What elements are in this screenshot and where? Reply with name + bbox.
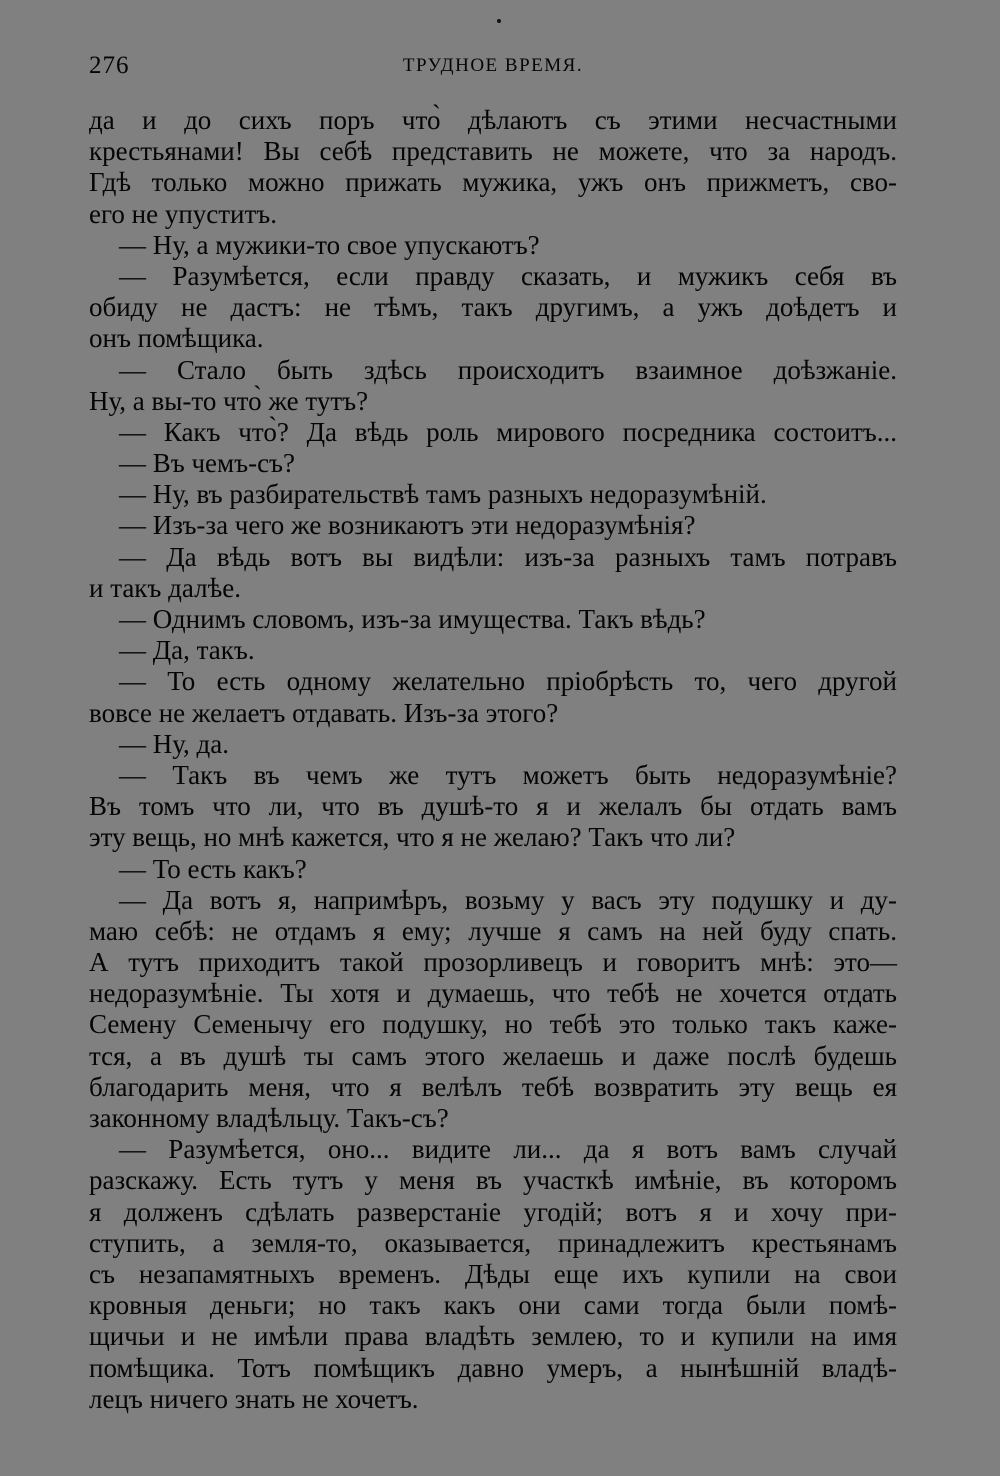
text-line: крестьянами! Вы себѣ представить не можете, что за народъ. xyxy=(89,136,897,167)
text-line: обиду не дастъ: не тѣмъ, такъ другимъ, а ужъ доѣдетъ и xyxy=(89,292,897,323)
text-line: щичьи и не имѣли права владѣть землею, то и купили на имя xyxy=(89,1321,897,1352)
text-line: вовсе не желаетъ отдавать. Изъ-за этого? xyxy=(89,697,559,728)
text-line: его не упуститъ. xyxy=(89,198,278,229)
text-line: — Ну, а мужики-то свое упускаютъ? xyxy=(119,229,540,260)
text-line: эту вещь, но мнѣ кажется, что я не желаю? Такъ что ли? xyxy=(89,822,736,853)
text-line: недоразумѣніе. Ты хотя и думаешь, что тебѣ не хочется отдать xyxy=(89,978,897,1009)
page-header xyxy=(89,52,897,88)
text-line: — Однимъ словомъ, изъ-за имущества. Такъ вѣдь? xyxy=(119,604,706,634)
text-line: — Въ чемъ-съ? xyxy=(119,448,296,479)
text-line: — Да, такъ. xyxy=(119,635,255,666)
text-line: — То есть какъ? xyxy=(119,853,307,884)
text-line: онъ помѣщика. xyxy=(89,323,264,354)
running-title: ТРУДНОЕ ВРЕМЯ. xyxy=(402,55,584,76)
page-number: 276 xyxy=(89,52,130,79)
text-line: — Разумѣется, оно... видите ли... да я вотъ вамъ случай xyxy=(119,1134,897,1165)
text-line: А тутъ приходитъ такой прозорливецъ и говоритъ мнѣ: это— xyxy=(89,947,897,978)
text-line: помѣщика. Тотъ помѣщикъ давно умеръ, а нынѣшній владѣ- xyxy=(89,1352,897,1383)
text-line: Гдѣ только можно прижать мужика, ужъ онъ прижметъ, сво- xyxy=(89,167,897,198)
text-line: — Какъ что̀? Да вѣдь роль мирового посредника состоитъ... xyxy=(119,416,897,447)
text-line: благодарить меня, что я велѣлъ тебѣ возвратить эту вещь ея xyxy=(89,1071,897,1102)
text-line: да и до сихъ поръ что̀ дѣлаютъ съ этими несчастными xyxy=(89,105,897,135)
text-line: Ну, а вы-то что̀ же тутъ? xyxy=(89,385,369,416)
text-line: — То есть одному желательно пріобрѣсть то, чего другой xyxy=(119,666,897,697)
text-line: Въ томъ что ли, что въ душѣ-то я и желалъ бы отдать вамъ xyxy=(89,791,897,822)
text-line: — Изъ-за чего же возникаютъ эти недоразумѣнія? xyxy=(119,510,696,541)
text-line: законному владѣльцу. Такъ-съ? xyxy=(89,1103,449,1133)
text-line: — Такъ въ чемъ же тутъ можетъ быть недоразумѣніе? xyxy=(119,759,897,790)
text-line: я долженъ сдѣлать разверстаніе угодій; вотъ я и хочу при- xyxy=(89,1196,897,1227)
text-line: тся, а въ душѣ ты самъ этого желаешь и даже послѣ будешь xyxy=(89,1040,897,1071)
text-line: маю себѣ: не отдамъ я ему; лучше я самъ на ней буду спать. xyxy=(89,915,897,946)
text-line: — Да вѣдь вотъ вы видѣли: изъ-за разныхъ тамъ потравъ xyxy=(119,541,897,572)
body-text xyxy=(89,105,897,1415)
print-speck xyxy=(497,19,501,23)
text-line: разскажу. Есть тутъ у меня въ участкѣ имѣніе, въ которомъ xyxy=(89,1165,897,1196)
text-line: — Ну, да. xyxy=(119,728,230,759)
text-line: — Стало быть здѣсь происходитъ взаимное доѣзжаніе. xyxy=(119,354,897,385)
text-line: — Ну, въ разбирательствѣ тамъ разныхъ недоразумѣній. xyxy=(119,479,767,510)
text-line: — Да вотъ я, напримѣръ, возьму у васъ эту подушку и ду- xyxy=(119,884,897,915)
text-line: кровныя деньги; но такъ какъ они сами тогда были помѣ- xyxy=(89,1290,897,1321)
text-line: лецъ ничего знать не хочетъ. xyxy=(89,1383,419,1414)
text-line: и такъ далѣе. xyxy=(89,572,241,603)
text-line: съ незапамятныхъ временъ. Дѣды еще ихъ купили на свои xyxy=(89,1258,897,1289)
text-line: ступить, а земля-то, оказывается, принадлежитъ крестьянамъ xyxy=(89,1227,897,1258)
text-line: — Разумѣется, если правду сказать, и мужикъ себя въ xyxy=(119,260,897,291)
text-line: Семену Семенычу его подушку, но тебѣ это только такъ каже- xyxy=(89,1009,897,1040)
